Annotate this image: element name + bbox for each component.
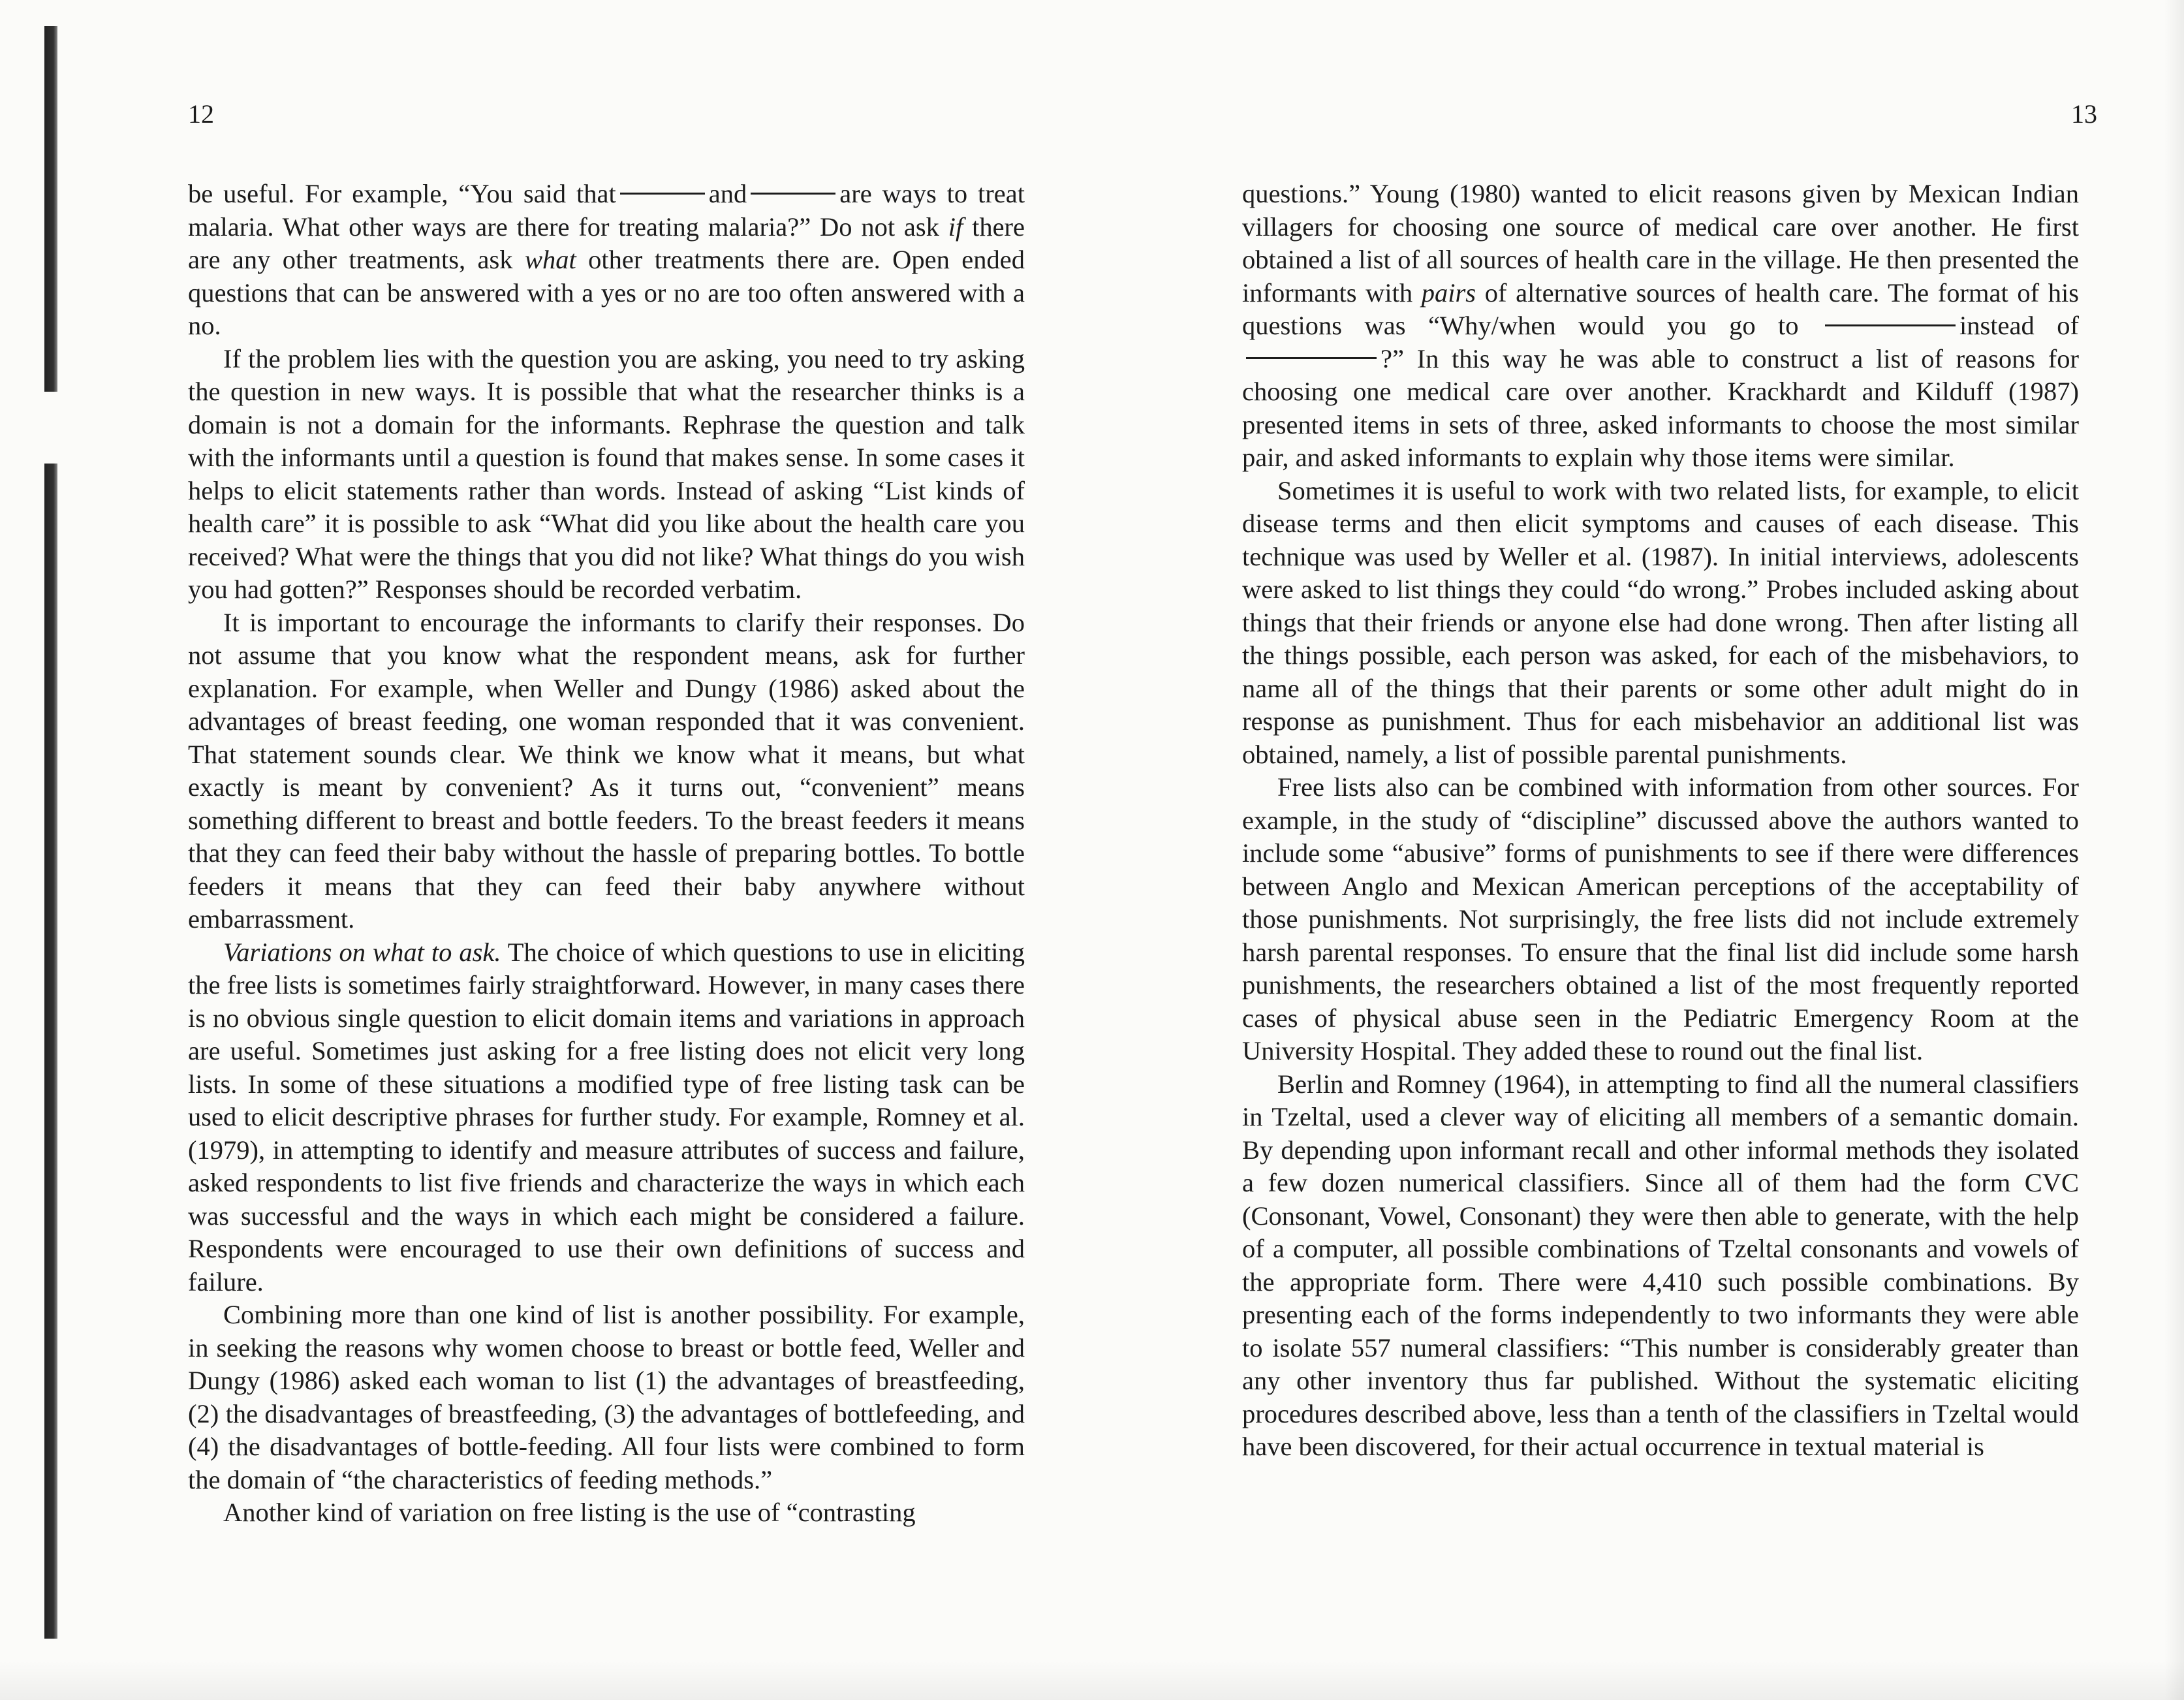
- left-page-number: 12: [188, 99, 214, 129]
- right-page-text: [1242, 178, 2079, 1464]
- right-paragraph-4: Berlin and Romney (1964), in attempting to find all the numeral classifiers in Tzeltal, used a clever way of eliciting all members of a semantic domain. By depending upon informant recall and other informal methods they isolated a few dozen numerical classifiers. Since all of them had the form CVC (Consonant, Vowel, Consonant) they were then able to generate, with the help of a computer, all possible combinations of Tzeltal consonants and vowels of the appropriate form. There were 4,410 such possible combinations. By presenting each of the forms independently to two informants they were able to isolate 557 numeral classifiers: “This number is considerably greater than any other inventory thus far published. Without the systematic eliciting procedures described above, less than a tenth of the classifiers in Tzeltal would have been discovered, for their actual occurrence in textual material is: [1242, 1069, 2079, 1461]
- right-page-number: 13: [2071, 99, 2097, 129]
- fill-in-blank: [1825, 324, 1956, 326]
- left-paragraph-4: Variations on what to ask. The choice of which questions to use in eliciting the free lists is sometimes fairly straightforward. However, in many cases there is no obvious single question to elicit domain items and variations in approach are useful. Sometimes just asking for a free listing does not elicit very long lists. In some of these situations a modified type of free listing task can be used to elicit descriptive phrases for further study. For example, Romney et al. (1979), in attempting to identify and measure attributes of success and failure, asked respondents to list five friends and characterize the ways in which each was successful and the ways in which each might be considered a failure. Respondents were encouraged to use their own definitions of success and failure.: [188, 937, 1025, 1297]
- page-bottom-shade: [0, 1661, 2184, 1700]
- right-paragraph-1: questions.” Young (1980) wanted to elicit reasons given by Mexican Indian villagers for choosing one source of medical care over another. He first obtained a list of all sources of health care in the village. He then presented the informants with pairs of alternative sources of health care. The format of his questions was “Why/when would you go to instead of?” In this way he was able to construct a list of reasons for choosing one medical care over another. Krackhardt and Kilduff (1987) presented items in sets of three, asked informants to choose the most similar pair, and asked informants to explain why those items were similar.: [1242, 179, 2080, 472]
- left-paragraph-6: Another kind of variation on free listing is the use of “contrasting: [223, 1498, 916, 1527]
- left-paragraph-5: Combining more than one kind of list is another possibility. For example, in seeking the reasons why women choose to breast or bottle feed, Weller and Dungy (1986) asked each woman to list (1) the advantages of breastfeeding, (2) the disadvantages of breastfeeding, (3) the advantages of bottlefeeding, and (4) the disadvantages of bottle-feeding. All four lists were combined to form the domain of “the characteristics of feeding methods.”: [188, 1300, 1025, 1494]
- left-paragraph-1: be useful. For example, “You said that and are ways to treat malaria. What other ways are there for treating malaria?” Do not ask if there are any other treatments, ask what other treatments there are. Open ended questions that can be answered with a yes or no are too often answered with a no.: [188, 179, 1025, 340]
- section-heading: Variations on what to ask.: [223, 937, 501, 967]
- left-paragraph-2: If the problem lies with the question you are asking, you need to try asking the question in new ways. It is possible that what the researcher thinks is a domain is not a domain for the informants. Rephrase the question and talk with the informants until a question is found that makes sense. In some cases it helps to elicit statements rather than words. Instead of asking “List kinds of health care” it is possible to ask “What did you like about the health care you received? What were the things that you did not like? What things do you wish you had gotten?” Responses should be recorded verbatim.: [188, 343, 1025, 604]
- fill-in-blank: [751, 193, 835, 195]
- left-paragraph-3: It is important to encourage the informants to clarify their responses. Do not assume that you know what the respondent means, ask for further explanation. For example, when Weller and Dungy (1986) asked about the advantages of breast feeding, one woman responded that it was convenient. That statement sounds clear. We think we know what it means, but what exactly is meant by convenient? As it turns out, “convenient” means something different to breast and bottle feeders. To the breast feeders it means that they can feed their baby without the hassle of preparing bottles. To bottle feeders it means that they can feed their baby anywhere without embarrassment.: [188, 607, 1025, 934]
- left-page-text: [188, 178, 1025, 1530]
- fill-in-blank: [620, 193, 705, 195]
- right-paragraph-2: Sometimes it is useful to work with two related lists, for example, to elicit disease terms and then elicit symptoms and causes of each disease. This technique was used by Weller et al. (1987). In initial interviews, adolescents were asked to list things they could “do wrong.” Probes included asking about things that their friends or anyone else had done wrong. Then after listing all the things possible, each person was asked, for each of the misbehaviors, to name all of the things that their parents or some other adult might do in response as punishment. Thus for each misbehavior an additional list was obtained, namely, a list of possible parental punishments.: [1242, 475, 2079, 769]
- right-paragraph-3: Free lists also can be combined with information from other sources. For example, in the study of “discipline” discussed above the authors wanted to include some “abusive” forms of punishments to see if there were differences between Anglo and Mexican American perceptions of the acceptability of those punishments. Not surprisingly, the free lists did not include extremely harsh parental responses. To ensure that the final list did include some harsh punishments, the researchers obtained a list of the most frequently reported cases of physical abuse seen in the Pediatric Emergency Room at the University Hospital. They added these to round out the final list.: [1242, 772, 2079, 1065]
- page-edge-shade: [2164, 0, 2184, 1700]
- fill-in-blank: [1246, 357, 1377, 359]
- right-page: [1092, 0, 2184, 1700]
